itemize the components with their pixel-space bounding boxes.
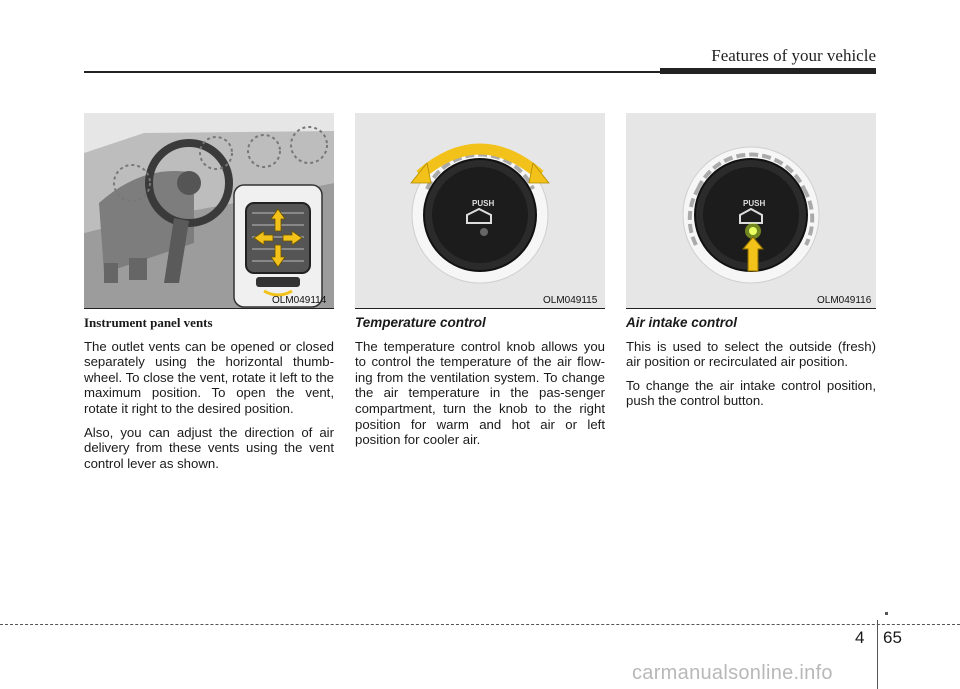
page-number: 65 <box>883 628 902 647</box>
air-intake-knob-illustration <box>626 113 876 308</box>
section-instrument-panel-vents <box>84 315 334 479</box>
figure-caption-rule <box>355 308 605 309</box>
figure-code: OLM049115 <box>543 295 598 306</box>
knob-push-label: PUSH <box>472 199 495 208</box>
footer-marker <box>885 612 888 615</box>
footer-divider <box>0 624 960 625</box>
body-paragraph: The outlet vents can be opened or closed separately using the horizontal thumb-wheel. To close the vent, rotate it left to the maximum position. To open the vent, rotate it right to the desired position. <box>84 338 334 416</box>
section-heading: Instrument panel vents <box>84 315 213 330</box>
figure-temperature-control <box>355 113 605 308</box>
section-temperature-control <box>355 315 605 456</box>
figure-code: OLM049116 <box>817 295 872 306</box>
body-paragraph: This is used to select the outside (fresh) air position or recirculated air position. <box>626 338 876 370</box>
figure-caption-rule <box>626 308 876 309</box>
page-header-title: Features of your vehicle <box>711 46 876 65</box>
watermark: carmanualsonline.info <box>632 662 833 684</box>
body-paragraph: The temperature control knob allows you to control the temperature of the air flow-ing from the ventilation system. To change the air temperature in the pas-senger compartment, turn the knob to the right position for warm and hot air or left position for cooler air. <box>355 338 605 448</box>
figure-caption-rule <box>84 308 334 309</box>
body-paragraph: To change the air intake control position, push the control button. <box>626 377 876 409</box>
section-heading: Temperature control <box>355 315 486 330</box>
temperature-knob-illustration <box>355 113 605 308</box>
body-paragraph: Also, you can adjust the direction of air delivery from these vents using the vent control lever as shown. <box>84 424 334 471</box>
knob-push-label: PUSH <box>743 199 766 208</box>
header-divider-accent <box>660 68 876 74</box>
figure-air-intake-control <box>626 113 876 308</box>
footer-page-separator <box>877 620 878 689</box>
figure-instrument-panel-vents <box>84 113 334 308</box>
section-air-intake-control <box>626 315 876 417</box>
figure-code: OLM049114 <box>272 295 327 306</box>
section-heading: Air intake control <box>626 315 738 330</box>
chapter-number: 4 <box>855 628 865 647</box>
dashboard-illustration <box>84 113 334 308</box>
